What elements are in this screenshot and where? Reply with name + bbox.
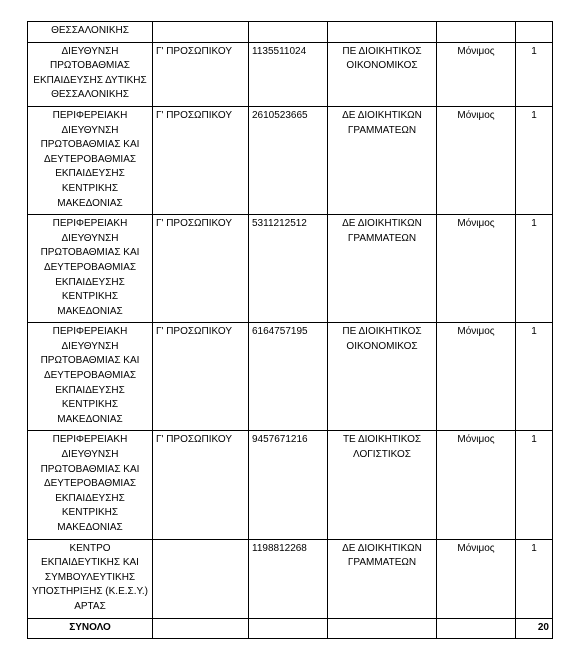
staff-table [27, 21, 553, 639]
table-row [28, 323, 553, 431]
relation-cell: Μόνιμος [437, 323, 516, 431]
count-cell [516, 22, 553, 43]
service-cell: ΠΕΡΙΦΕΡΕΙΑΚΗ ΔΙΕΥΘΥΝΣΗ ΠΡΩΤΟΒΑΘΜΙΑΣ ΚΑΙ ΔΕΥΤΕΡΟΒΑΘΜΙΑΣ ΕΚΠΑΙΔΕΥΣΗΣ ΚΕΝΤΡΙΚΗΣ ΜΑΚΕΔΟΝΙΑΣ [28, 215, 153, 323]
afm-cell: 2610523665 [249, 106, 328, 214]
count-cell: 1 [516, 215, 553, 323]
specialty-cell: ΔΕ ΔΙΟΙΚΗΤΙΚΩΝ ΓΡΑΜΜΑΤΕΩΝ [328, 215, 437, 323]
afm-cell [249, 22, 328, 43]
empty-cell [328, 618, 437, 639]
category-cell [153, 22, 249, 43]
count-cell: 1 [516, 323, 553, 431]
category-cell: Γ' ΠΡΟΣΩΠΙΚΟΥ [153, 431, 249, 539]
table-row [28, 215, 553, 323]
specialty-cell: ΠΕ ΔΙΟΙΚΗΤΙΚΟΣ ΟΙΚΟΝΟΜΙΚΟΣ [328, 323, 437, 431]
relation-cell: Μόνιμος [437, 215, 516, 323]
total-label: ΣΥΝΟΛΟ [28, 618, 153, 639]
table-row [28, 106, 553, 214]
afm-cell: 6164757195 [249, 323, 328, 431]
table-row [28, 431, 553, 539]
service-cell: ΠΕΡΙΦΕΡΕΙΑΚΗ ΔΙΕΥΘΥΝΣΗ ΠΡΩΤΟΒΑΘΜΙΑΣ ΚΑΙ ΔΕΥΤΕΡΟΒΑΘΜΙΑΣ ΕΚΠΑΙΔΕΥΣΗΣ ΚΕΝΤΡΙΚΗΣ ΜΑΚΕΔΟΝΙΑΣ [28, 106, 153, 214]
afm-cell: 9457671216 [249, 431, 328, 539]
total-row [28, 618, 553, 639]
count-cell: 1 [516, 431, 553, 539]
afm-cell: 5311212512 [249, 215, 328, 323]
specialty-cell: ΔΕ ΔΙΟΙΚΗΤΙΚΩΝ ΓΡΑΜΜΑΤΕΩΝ [328, 539, 437, 618]
specialty-cell [328, 22, 437, 43]
empty-cell [437, 618, 516, 639]
relation-cell: Μόνιμος [437, 539, 516, 618]
count-cell: 1 [516, 42, 553, 106]
count-cell: 1 [516, 106, 553, 214]
service-cell: ΚΕΝΤΡΟ ΕΚΠΑΙΔΕΥΤΙΚΗΣ ΚΑΙ ΣΥΜΒΟΥΛΕΥΤΙΚΗΣ ΥΠΟΣΤΗΡΙΞΗΣ (Κ.Ε.Σ.Υ.) ΑΡΤΑΣ [28, 539, 153, 618]
empty-cell [153, 618, 249, 639]
specialty-cell: ΠΕ ΔΙΟΙΚΗΤΙΚΟΣ ΟΙΚΟΝΟΜΙΚΟΣ [328, 42, 437, 106]
afm-cell: 1198812268 [249, 539, 328, 618]
specialty-cell: ΔΕ ΔΙΟΙΚΗΤΙΚΩΝ ΓΡΑΜΜΑΤΕΩΝ [328, 106, 437, 214]
service-cell: ΔΙΕΥΘΥΝΣΗ ΠΡΩΤΟΒΑΘΜΙΑΣ ΕΚΠΑΙΔΕΥΣΗΣ ΔΥΤΙΚΗΣ ΘΕΣΣΑΛΟΝΙΚΗΣ [28, 42, 153, 106]
relation-cell: Μόνιμος [437, 106, 516, 214]
count-cell: 1 [516, 539, 553, 618]
relation-cell: Μόνιμος [437, 431, 516, 539]
category-cell [153, 539, 249, 618]
service-cell: ΠΕΡΙΦΕΡΕΙΑΚΗ ΔΙΕΥΘΥΝΣΗ ΠΡΩΤΟΒΑΘΜΙΑΣ ΚΑΙ ΔΕΥΤΕΡΟΒΑΘΜΙΑΣ ΕΚΠΑΙΔΕΥΣΗΣ ΚΕΝΤΡΙΚΗΣ ΜΑΚΕΔΟΝΙΑΣ [28, 431, 153, 539]
service-cell: ΘΕΣΣΑΛΟΝΙΚΗΣ [28, 22, 153, 43]
specialty-cell: ΤΕ ΔΙΟΙΚΗΤΙΚΟΣ ΛΟΓΙΣΤΙΚΟΣ [328, 431, 437, 539]
table-row [28, 539, 553, 618]
total-count: 20 [516, 618, 553, 639]
table-row [28, 22, 553, 43]
service-cell: ΠΕΡΙΦΕΡΕΙΑΚΗ ΔΙΕΥΘΥΝΣΗ ΠΡΩΤΟΒΑΘΜΙΑΣ ΚΑΙ ΔΕΥΤΕΡΟΒΑΘΜΙΑΣ ΕΚΠΑΙΔΕΥΣΗΣ ΚΕΝΤΡΙΚΗΣ ΜΑΚΕΔΟΝΙΑΣ [28, 323, 153, 431]
category-cell: Γ' ΠΡΟΣΩΠΙΚΟΥ [153, 106, 249, 214]
category-cell: Γ' ΠΡΟΣΩΠΙΚΟΥ [153, 323, 249, 431]
category-cell: Γ' ΠΡΟΣΩΠΙΚΟΥ [153, 215, 249, 323]
afm-cell: 1135511024 [249, 42, 328, 106]
table-body [28, 22, 553, 639]
relation-cell: Μόνιμος [437, 42, 516, 106]
empty-cell [249, 618, 328, 639]
relation-cell [437, 22, 516, 43]
category-cell: Γ' ΠΡΟΣΩΠΙΚΟΥ [153, 42, 249, 106]
table-row [28, 42, 553, 106]
